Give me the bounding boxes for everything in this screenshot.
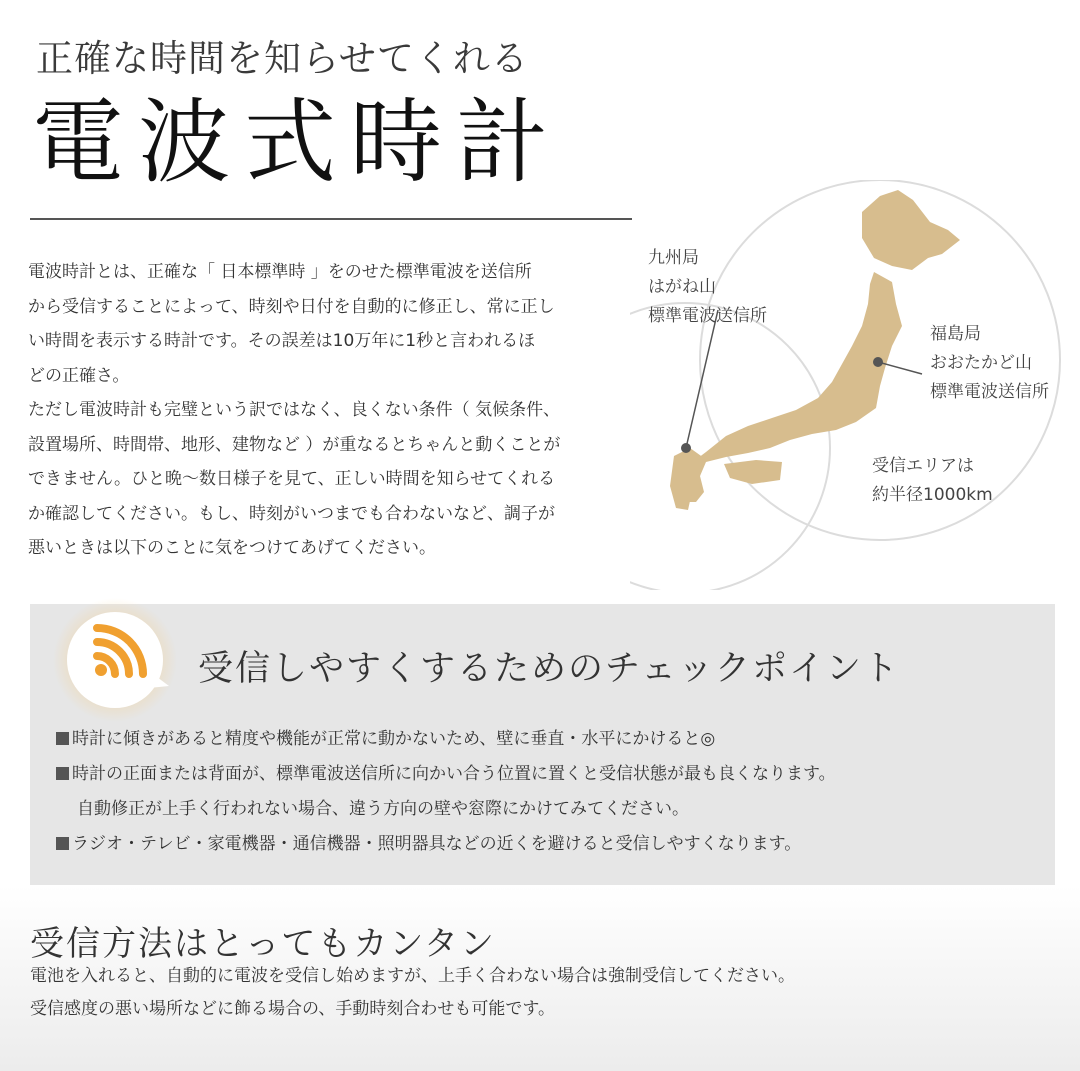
square-bullet-icon (56, 732, 69, 745)
square-bullet-icon (56, 767, 69, 780)
intro-line: できません。ひと晩～数日様子を見て、正しい時間を知らせてくれる (28, 469, 556, 489)
checkpoint-item-continued: 自動修正が上手く行われない場合、違う方向の壁や窓際にかけてみてください。 (77, 799, 689, 819)
reception-heading: 受信方法はとってもカンタン (30, 924, 496, 964)
intro-line: ただし電波時計も完璧という訳ではなく、良くない条件（ 気候条件、 (28, 400, 561, 420)
page-subtitle: 正確な時間を知らせてくれる (36, 37, 529, 80)
checkpoint-item: 時計に傾きがあると精度や機能が正常に動かないため、壁に垂直・水平にかけると◎ (56, 722, 836, 757)
kyushu-station-label: 九州局 はがね山 標準電波送信所 (648, 248, 767, 326)
intro-line: い時間を表示する時計です。その誤差は10万年に1秒と言われるほ (28, 331, 536, 351)
fukushima-station-marker (873, 357, 883, 367)
checkpoint-list (56, 722, 836, 862)
checkpoint-heading: 受信しやすくするためのチェックポイント (198, 649, 900, 689)
intro-text (28, 255, 628, 566)
reception-line: 受信感度の悪い場所などに飾る場合の、手動時刻合わせも可能です。 (30, 999, 555, 1019)
signal-icon (45, 592, 195, 722)
title-divider (30, 218, 632, 220)
reception-area-label: 受信エリアは 約半径1000km (872, 456, 993, 505)
fukushima-station-label: 福島局 おおたかど山 標準電波送信所 (930, 324, 1049, 402)
intro-line: から受信することによって、時刻や日付を自動的に修正し、常に正し (28, 296, 555, 317)
kyushu-station-marker (681, 443, 691, 453)
intro-line: か確認してください。もし、時刻がいつまでも合わないなど、調子が (28, 503, 555, 524)
intro-line: 電波時計とは、正確な「 日本標準時 」をのせた標準電波を送信所 (28, 262, 532, 282)
square-bullet-icon (56, 837, 69, 850)
reception-text (30, 960, 795, 1026)
intro-line: 設置場所、時間帯、地形、建物など ）が重なるとちゃんと動くことが (28, 434, 561, 455)
reception-line: 電池を入れると、自動的に電波を受信し始めますが、上手く合わない場合は強制受信してください。 (30, 966, 795, 986)
checkpoint-item: 時計の正面または背面が、標準電波送信所に向かい合う位置に置くと受信状態が最も良くなります。 (56, 757, 836, 792)
page-title: 電波式時計 (32, 89, 563, 196)
checkpoint-item: ラジオ・テレビ・家電機器・通信機器・照明器具などの近くを避けると受信しやすくなります。 (56, 827, 836, 862)
japan-map (630, 180, 1080, 590)
intro-line: どの正確さ。 (28, 365, 130, 386)
intro-line: 悪いときは以下のことに気をつけてあげてください。 (28, 538, 436, 558)
